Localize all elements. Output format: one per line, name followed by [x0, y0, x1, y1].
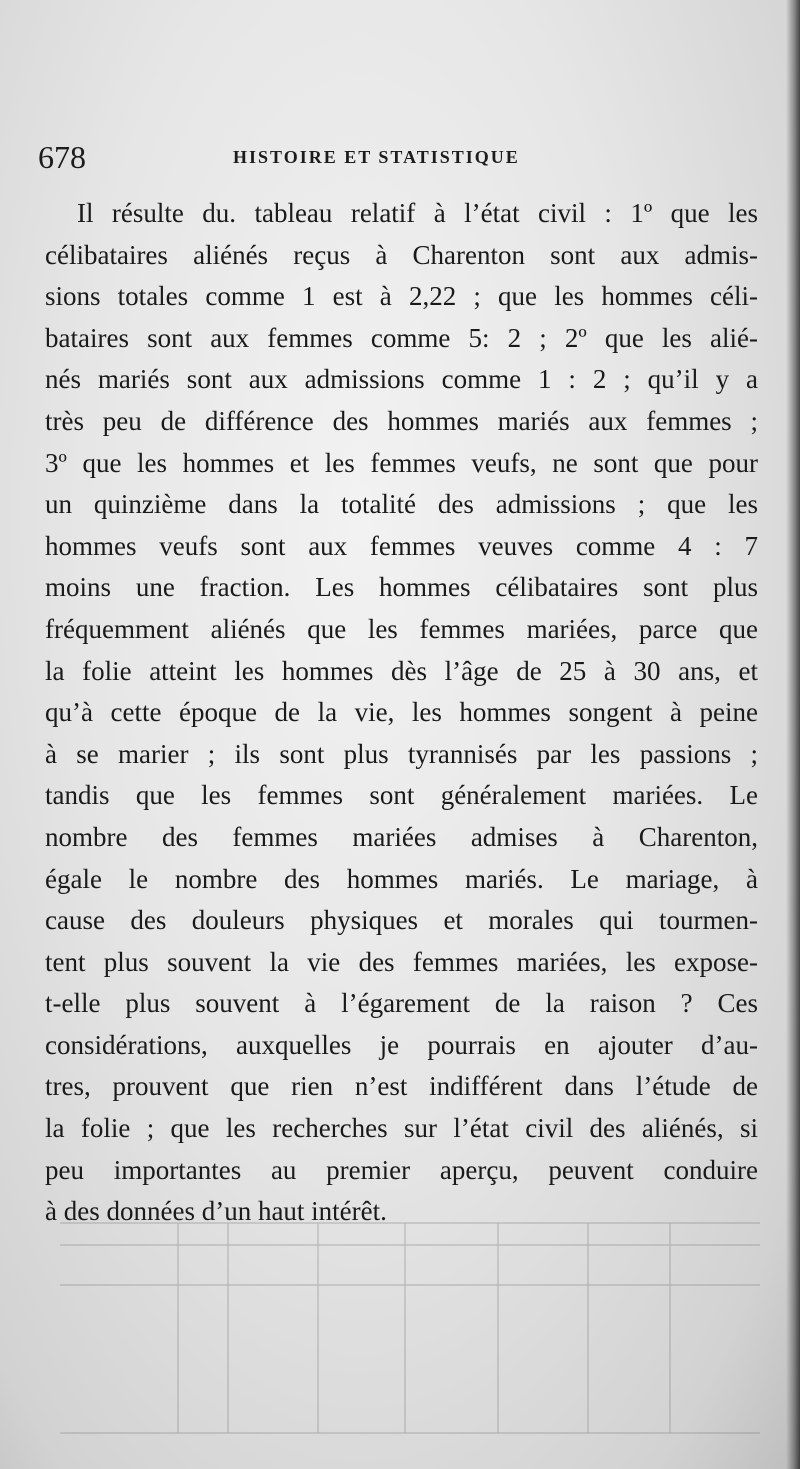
page-edge-shadow	[786, 0, 800, 1469]
text-line: t-elle plus souvent à l’égarement de la raison ? Ces	[45, 988, 758, 1019]
page-header	[38, 135, 758, 185]
text-line: tent plus souvent la vie des femmes mariées, les expose-	[45, 946, 758, 977]
text-line: sions totales comme 1 est à 2,22 ; que les hommes céli-	[45, 281, 758, 312]
text-line: 3º que les hommes et les femmes veufs, ne sont que pour	[45, 447, 758, 478]
text-line: tandis que les femmes sont généralement mariées. Le	[45, 780, 758, 811]
text-line: à des données d’un haut intérêt.	[45, 1196, 387, 1227]
text-line: qu’à cette époque de la vie, les hommes songent à peine	[45, 697, 758, 728]
text-line: bataires sont aux femmes comme 5: 2 ; 2º que les alié-	[45, 322, 758, 353]
text-line: nés mariés sont aux admissions comme 1 : 2 ; qu’il y a	[45, 364, 758, 395]
paragraph	[45, 193, 758, 1233]
text-line: fréquemment aliénés que les femmes mariées, parce que	[45, 613, 758, 644]
text-line: peu importantes au premier aperçu, peuvent conduire	[45, 1154, 758, 1185]
text-line: à se marier ; ils sont plus tyrannisés par les passions ;	[45, 738, 758, 769]
text-line: cause des douleurs physiques et morales qui tourmen-	[45, 905, 758, 936]
text-line: tres, prouvent que rien n’est indifférent dans l’étude de	[45, 1071, 758, 1102]
text-line: très peu de différence des hommes mariés aux femmes ;	[45, 405, 758, 436]
text-line: égale le nombre des hommes mariés. Le mariage, à	[45, 863, 758, 894]
text-line: hommes veufs sont aux femmes veuves comme 4 : 7	[45, 530, 758, 561]
text-line: considérations, auxquelles je pourrais en ajouter d’au-	[45, 1029, 758, 1060]
text-line: la folie atteint les hommes dès l’âge de 25 à 30 ans, et	[45, 655, 758, 686]
text-line: célibataires aliénés reçus à Charenton sont aux admis-	[45, 239, 758, 270]
text-line: Il résulte du. tableau relatif à l’état civil : 1º que les	[77, 198, 758, 228]
running-head: HISTOIRE ET STATISTIQUE	[233, 147, 520, 167]
text-line: moins une fraction. Les hommes célibataires sont plus	[45, 572, 758, 603]
text-line: la folie ; que les recherches sur l’état civil des aliénés, si	[45, 1113, 758, 1144]
text-line: nombre des femmes mariées admises à Charenton,	[45, 821, 758, 852]
text-line: un quinzième dans la totalité des admissions ; que les	[45, 489, 758, 520]
page-number: 678	[38, 139, 86, 175]
